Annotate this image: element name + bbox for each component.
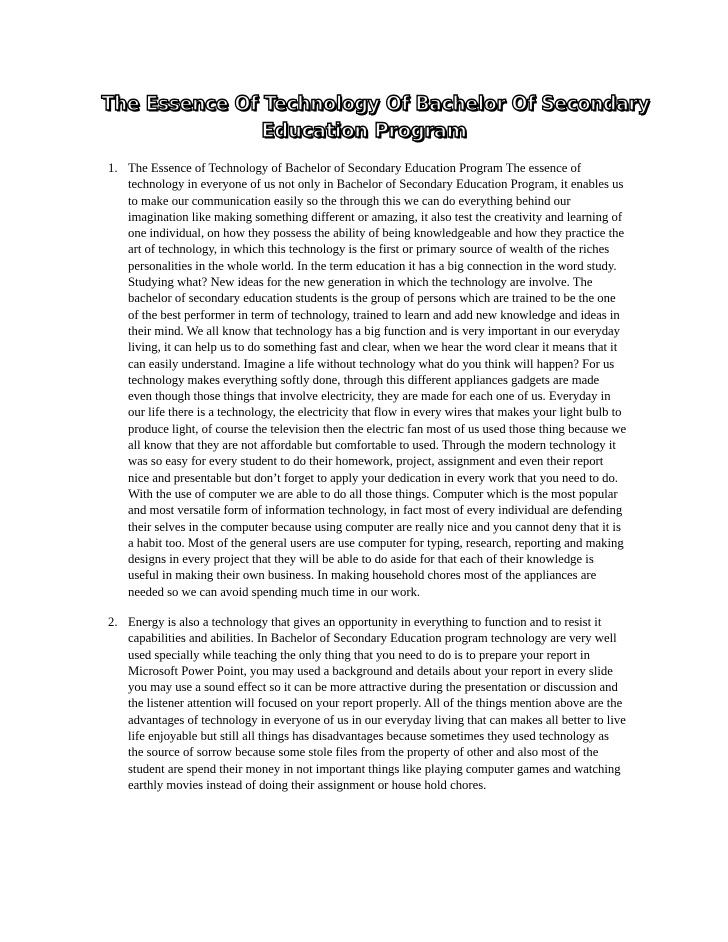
text-line: the source of sorrow because some stole files from the property of other and also most of the <box>128 745 599 760</box>
text-line: earthly movies instead of doing their assignment or house hold chores. <box>128 777 487 792</box>
list-item-text <box>128 160 656 600</box>
text-line: you may use a sound effect so it can be more attractive during the presentation or discussion and <box>128 680 618 695</box>
text-line: was so easy for every student to do their homework, project, assignment and even their report <box>128 454 604 469</box>
list-item-text <box>128 614 656 793</box>
text-line: Energy is also a technology that gives an opportunity in everything to function and to resist it <box>128 615 602 629</box>
text-line: bachelor of secondary education students is the group of persons which are trained to be the one <box>128 291 616 306</box>
text-line: art of technology, in which this technology is the first or primary source of wealth of the riches <box>128 242 610 257</box>
text-line: our life there is a technology, the electricity that flow in every wires that makes your light bulb to <box>128 405 622 420</box>
text-line: their mind. We all know that technology has a big function and is very important in our everyday <box>128 323 621 338</box>
text-line: nice and presentable but don’t forget to apply your dedication in every work that you need to do. <box>128 470 618 485</box>
text-line: can easily understand. Imagine a life without technology what do you think will happen? For us <box>128 356 615 371</box>
document-title <box>90 90 650 144</box>
text-line: personalities in the whole world. In the term education it has a big connection in the word study. <box>128 258 617 273</box>
text-line: technology makes everything softly done, through this different appliances gadgets are made <box>128 372 600 387</box>
title-line: Education Program <box>261 119 467 142</box>
list-item-number: 1. <box>108 161 118 175</box>
text-line: capabilities and abilities. In Bachelor of Secondary Education program technology are very well <box>128 631 617 646</box>
text-line: the listener attention will focused on your report properly. All of the things mention above are the <box>128 696 623 711</box>
text-line: student are spend their money in not important things like playing computer games and watching <box>128 761 621 776</box>
title-line: The Essence Of Technology Of Bachelor Of Secondary <box>101 92 650 115</box>
text-line: With the use of computer we are able to do all those things. Computer which is the most popular <box>128 486 618 501</box>
text-line: imagination like making something different or amazing, it also test the creativity and learning of <box>128 209 623 224</box>
text-line: designs in every project that they will be able to do aside for that each of their knowledge is <box>128 552 594 567</box>
text-line: one individual, on how they possess the ability of being knowledgeable and how they practice the <box>128 226 625 241</box>
text-line: all know that they are not affordable but comfortable to used. Through the modern technology it <box>128 438 616 453</box>
text-line: living, it can help us to do something fast and clear, when we hear the word clear it means that it <box>128 340 618 355</box>
text-line: even though those things that involve electricity, they are made for each one of us. Everyday in <box>128 389 611 404</box>
text-line: to make our communication easily so the through this we can do everything behind our <box>128 193 571 208</box>
text-line: advantages of technology in everyone of us in our everyday living that can makes all better to live <box>128 712 626 727</box>
text-line: technology in everyone of us not only in Bachelor of Secondary Education Program, it enables us <box>128 177 624 192</box>
list-item-number: 2. <box>108 615 118 629</box>
text-line: of the best performer in term of technology, trained to learn and add new knowledge and ideas in <box>128 307 620 322</box>
text-line: useful in making their own business. In making household chores most of the appliances are <box>128 568 597 583</box>
text-line: their selves in the computer because using computer are really nice and you cannot deny that it is <box>128 519 621 534</box>
text-line: life enjoyable but still all things has disadvantages because sometimes they used technology as <box>128 729 609 744</box>
text-line: needed so we can avoid spending much time in our work. <box>128 584 421 599</box>
text-line: Studying what? New ideas for the new generation in which the technology are involve. The <box>128 275 593 290</box>
text-line: The Essence of Technology of Bachelor of Secondary Education Program The essence of <box>128 161 582 175</box>
text-line: produce light, of course the television then the electric fan most of us used those thing because we <box>128 421 627 436</box>
text-line: and most versatile form of information technology, in fact most of every individual are defending <box>128 503 623 518</box>
text-line: used specially while teaching the only thing that you need to do is to prepare your report in <box>128 647 590 662</box>
text-line: a habit too. Most of the general users are use computer for typing, research, reporting and making <box>128 535 624 550</box>
text-line: Microsoft Power Point, you may used a background and details about your report in every slide <box>128 663 613 678</box>
